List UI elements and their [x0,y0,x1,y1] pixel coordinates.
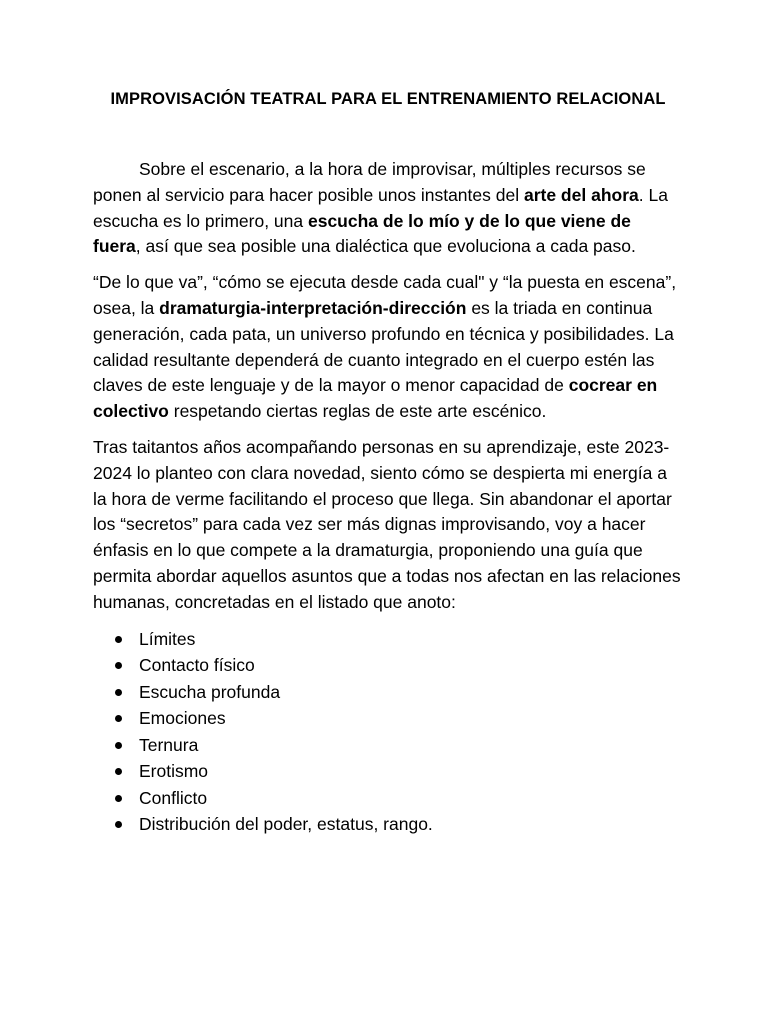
paragraph-2-text-3: respetando ciertas reglas de este arte escénico. [168,401,547,422]
list-item [93,811,683,838]
paragraph-1-bold-1: arte del ahora [523,184,639,205]
paragraph-1-text-3: , así que sea posible una dialéctica que evoluciona a cada paso. [135,236,636,257]
list-item [93,652,683,679]
paragraph-1 [93,157,683,260]
paragraph-2-bold-1: dramaturgia-interpretación-dirección [159,297,467,318]
bullet-dot-icon [115,636,122,643]
list-item-text: Escucha profunda [139,681,281,702]
list-item [93,732,683,759]
bullet-dot-icon [115,742,122,749]
bullet-dot-icon [115,662,122,669]
bullet-dot-icon [115,795,122,802]
list-item [93,705,683,732]
list-item-text: Conflicto [139,787,208,808]
bullet-dot-icon [115,689,122,696]
paragraph-2-bold-2: cocrear en colectivo [93,375,658,422]
paragraph-1-text-2: . La escucha es lo primero, una [93,184,668,231]
list-item-text: Emociones [139,708,226,729]
document-title: IMPROVISACIÓN TEATRAL PARA EL ENTRENAMIENTO RELACIONAL [110,90,666,108]
paragraph-2-text-1: “De lo que va”, “cómo se ejecuta desde cada cual" y “la puesta en escena”, osea, la [93,272,677,318]
paragraph-2 [93,270,683,425]
list-item [93,626,683,653]
list-item [93,758,683,785]
bullet-dot-icon [115,768,122,775]
bullet-dot-icon [115,821,122,828]
list-item-text: Ternura [139,734,199,755]
list-item-text: Erotismo [139,761,209,782]
list-item [93,679,683,706]
list-item [93,785,683,812]
paragraph-1-text-1: Sobre el escenario, a la hora de improvisar, múltiples recursos se ponen al servicio para hacer posible unos instantes del [93,159,646,205]
list-item-text: Distribución del poder, estatus, rango. [139,814,433,835]
list-item-text: Límites [139,628,196,649]
paragraph-3: Tras taitantos años acompañando personas en su aprendizaje, este 2023-2024 lo planteo con clara novedad, siento cómo se despierta mi energía a la hora de verme facilitando el proceso que llega. Sin abandonar el aportar los “secretos” para cada vez ser más dignas improvisando, voy a hacer énfasis en lo que compete a la dramaturgia, proponiendo una guía que permita abordar aquellos asuntos que a todas nos afectan en las relaciones humanas, concretadas en el listado que anoto: [93,436,681,612]
paragraph-2-text-2: es la triada en continua generación, cada pata, un universo profundo en técnica y posibilidades. La calidad resultante dependerá de cuanto integrado en el cuerpo estén las claves de este lenguaje y de la mayor o menor capacidad de [93,297,674,396]
topic-list [93,626,683,838]
bullet-dot-icon [115,715,122,722]
paragraph-1-bold-2: escucha de lo mío y de lo que viene de fuera [93,210,631,257]
list-item-text: Contacto físico [139,655,255,676]
document-page [93,88,683,838]
